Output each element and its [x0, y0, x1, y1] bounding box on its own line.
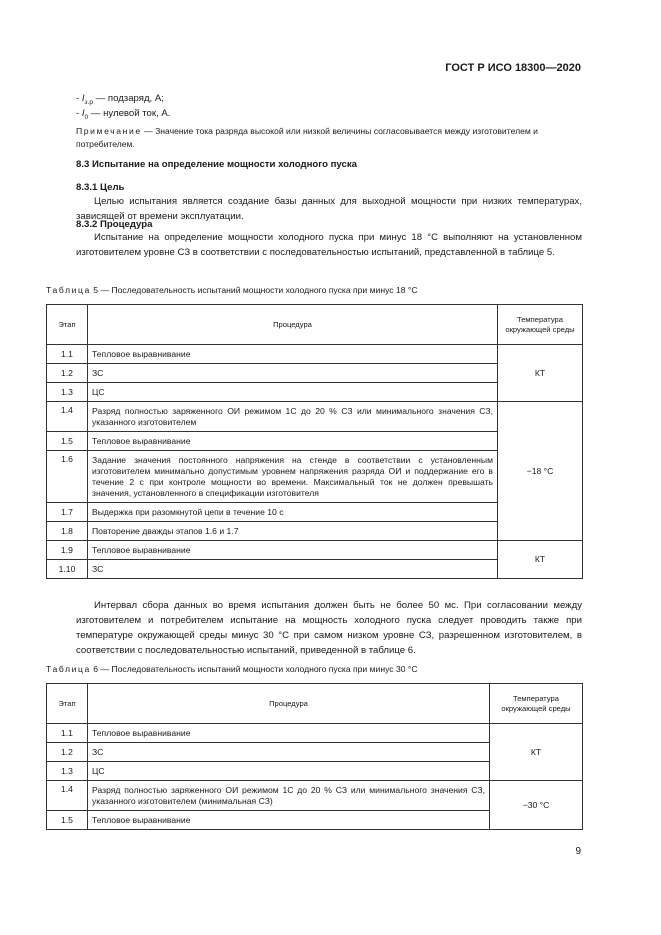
table6	[46, 683, 583, 830]
note	[76, 125, 582, 151]
document-header: ГОСТ Р ИСО 18300—2020	[445, 62, 581, 74]
table-row: 1.1 Тепловое выравнивание КТ	[47, 345, 583, 364]
table5-temp-kt-1: КТ	[498, 345, 583, 402]
list-item-subcharge: - $I_{з.р}$ — подзаряд, А;	[76, 93, 164, 106]
table6-header-temp: Температура окружающей среды	[490, 684, 583, 724]
table-row: 1.4 Разряд полностью заряженного ОИ режимом 1С до 20 % СЗ или минимального значения СЗ, указанного изготовителем (минимальная СЗ) −30 °С	[47, 781, 583, 811]
table-row: 1.3 ЦС	[47, 383, 583, 402]
note-label: Примечание	[76, 126, 142, 136]
table-row: 1.3 ЦС	[47, 762, 583, 781]
list-item-zero-current: - $I_0$ — нулевой ток, А.	[76, 108, 171, 121]
table-row: 1.7 Выдержка при разомкнутой цепи в течение 10 с	[47, 503, 583, 522]
table-row: 1.10 ЗС	[47, 560, 583, 579]
table5-temp-kt-2: КТ	[498, 541, 583, 579]
subsection-goal-text: Целью испытания является создание базы данных для выходной мощности при низких температурах, зависящей от времени эксплуатации.	[76, 196, 582, 222]
table6-temp-minus30: −30 °С	[490, 781, 583, 830]
table5-temp-minus18: −18 °С	[498, 402, 583, 541]
table6-header-stage: Этап	[47, 684, 88, 724]
table-row: 1.2 ЗС	[47, 364, 583, 383]
table5	[46, 304, 583, 579]
table-row: 1.6 Задание значения постоянного напряжения на стенде в соответствии с установленным изготовителем минимально допустимым уровнем напряжения разряда ОИ и поддержание его в течение 2 с при контроле мощности во времени. Максимальный ток не должен превышать значения, установленного в спецификации изготовителя	[47, 451, 583, 503]
page-number: 9	[575, 846, 581, 857]
table-row: 1.5 Тепловое выравнивание	[47, 432, 583, 451]
table-row: 1.8 Повторение дважды этапов 1.6 и 1.7	[47, 522, 583, 541]
table-row: 1.2 ЗС	[47, 743, 583, 762]
table-row: 1.5 Тепловое выравнивание	[47, 811, 583, 830]
table5-caption: Таблица 5 — Последовательность испытаний мощности холодного пуска при минус 18 °С	[46, 285, 418, 295]
table-row: 1.4 Разряд полностью заряженного ОИ режимом 1С до 20 % СЗ или минимального значения СЗ, указанного изготовителем −18 °С	[47, 402, 583, 432]
subsection-procedure-text: Испытание на определение мощности холодного пуска при минус 18 °С выполняют на установленном изготовителем уровне СЗ в соответствии с последовательностью испытаний, представленной в таблице 5.	[76, 232, 582, 258]
table6-header-procedure: Процедура	[88, 684, 490, 724]
table6-caption: Таблица 6 — Последовательность испытаний мощности холодного пуска при минус 30 °С	[46, 664, 418, 674]
table5-header-procedure: Процедура	[88, 305, 498, 345]
table5-header-temp: Температура окружающей среды	[498, 305, 583, 345]
table-row: 1.1 Тепловое выравнивание КТ	[47, 724, 583, 743]
section-heading: 8.3 Испытание на определение мощности холодного пуска	[76, 159, 357, 170]
paragraph-interval: Интервал сбора данных во время испытания должен быть не более 50 мс. При согласовании между изготовителем и потребителем испытание на мощность холодного пуска следует проводить также при температуре окружающей среды минус 30 °С при самом низком уровне СЗ, разрешенном изготовителем, в соответствии с последовательностью испытаний, приведенной в таблице 6.	[76, 600, 582, 656]
table-row: 1.9 Тепловое выравнивание КТ	[47, 541, 583, 560]
subsection-procedure-heading: 8.3.2 Процедура	[76, 219, 153, 230]
table5-header-stage: Этап	[47, 305, 88, 345]
table6-temp-kt: КТ	[490, 724, 583, 781]
subsection-goal-heading: 8.3.1 Цель	[76, 182, 125, 193]
note-text: — Значение тока разряда высокой или низкой величины согласовывается между изготовителем и потребителем.	[76, 126, 538, 149]
